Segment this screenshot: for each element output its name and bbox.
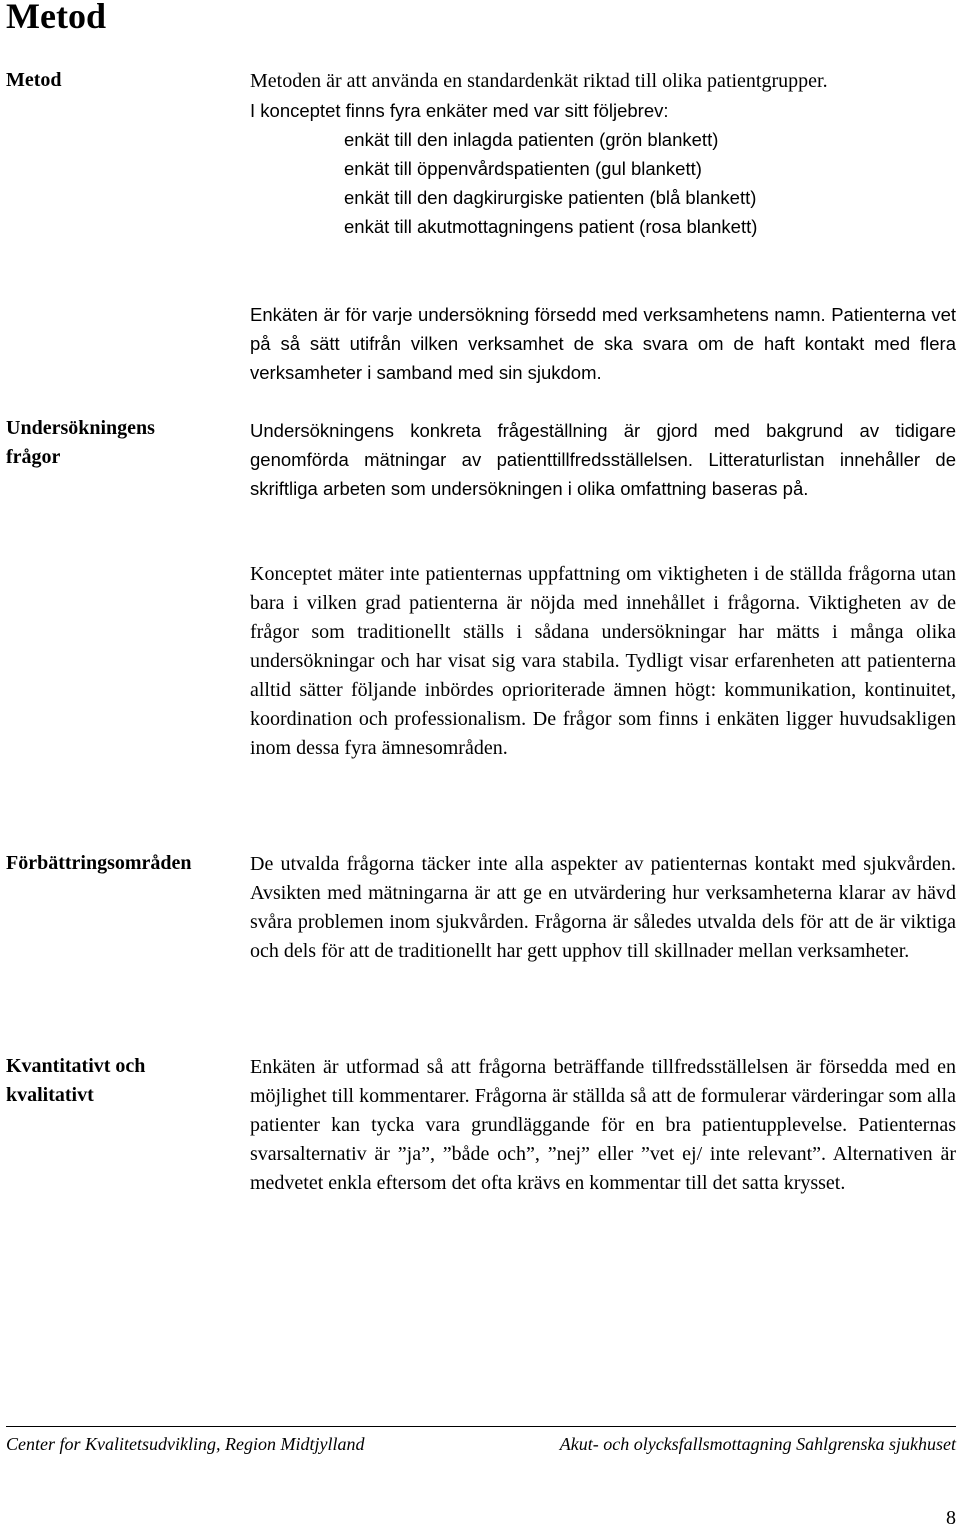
section-label-fragor [6, 414, 242, 472]
section-label-metod: Metod [6, 69, 62, 91]
metod-note-text: Enkäten är för varje undersökning försedd med verksamhetens namn. Patienterna vet på så sätt utifrån vilken verksamhet de ska svara om de haft kontakt med flera verksamheter i samband med sin sjukdom. [250, 304, 956, 383]
footer-right: Akut- och olycksfallsmottagning Sahlgrenska sjukhuset [559, 1434, 956, 1454]
fragor-p1 [250, 416, 956, 503]
survey-list [250, 125, 956, 241]
fragor-p2-text: Konceptet mäter inte patienternas uppfattning om viktigheten i de ställda frågorna utan bara i vilken grad patienterna är nöjda med innehållet i frågorna. Viktigheten av de frågor som traditionellt ställs i sådana undersökningar har mätts i många olika undersökningar och har visat sig vara stabila. Tydligt visar erfarenheten att patienterna alltid sätter följande inbördes oprioriterade ämnen högt: kommunikation, kontinuitet, koordination och professionalism. De frågor som finns i enkäten ligger huvudsakligen inom dessa fyra ämnesområden. [250, 563, 956, 759]
list-item: enkät till den dagkirurgiske patienten (blå blankett) [344, 187, 757, 208]
section-body-metod [250, 67, 956, 241]
label-line: Undersökningens [6, 417, 155, 439]
page-number: 8 [946, 1507, 956, 1529]
list-item: enkät till öppenvårdspatienten (gul blankett) [344, 158, 702, 179]
list-item: enkät till den inlagda patienten (grön blankett) [344, 129, 719, 150]
section-label-kvantitativt [6, 1052, 242, 1110]
metod-note [250, 300, 956, 387]
fragor-p2 [250, 560, 956, 763]
kvantitativt-p1 [250, 1053, 956, 1198]
forbattring-p1-text: De utvalda frågorna täcker inte alla aspekter av patienternas kontakt med sjukvården. Avsikten med mätningarna är att ge en utvärdering hur verksamheterna klarar av hävd svåra problemen inom sjukvården. Frågorna är således utvalda dels för att de är viktiga och dels för att de traditionellt har gett upphov till skillnader mellan verksamheter. [250, 853, 956, 962]
footer-rule [6, 1426, 956, 1427]
label-line: frågor [6, 446, 61, 468]
kvantitativt-p1-text: Enkäten är utformad så att frågorna beträffande tillfredsställelsen är försedda med en möjlighet till kommentarer. Frågorna är ställda så att de formulerar värderingar som alla patienter kan tycka vara grundläggande för en bra patientupplevelse. Patienternas svarsalternativ är ”ja”, ”både och”, ”nej” eller ”vet ej/ inte relevant”. Alternativen är medvetet enkla eftersom det ofta krävs en kommentar till det satta krysset. [250, 1056, 956, 1194]
section-label-forbattring: Förbättringsområden [6, 852, 192, 874]
page-title: Metod [6, 0, 106, 36]
metod-list-intro: I konceptet finns fyra enkäter med var sitt följebrev: [250, 100, 669, 121]
label-line: kvalitativt [6, 1084, 94, 1106]
forbattring-p1 [250, 850, 956, 966]
footer-left: Center for Kvalitetsudvikling, Region Midtjylland [6, 1434, 365, 1454]
metod-intro: Metoden är att använda en standardenkät riktad till olika patientgrupper. [250, 70, 828, 92]
label-line: Kvantitativt och [6, 1055, 146, 1077]
fragor-p1-text: Undersökningens konkreta frågeställning är gjord med bakgrund av tidigare genomförda mätningar av patienttillfredsställelsen. Litteraturlistan innehåller de skriftliga arbeten som undersökningen i olika omfattning baseras på. [250, 420, 956, 499]
list-item: enkät till akutmottagningens patient (rosa blankett) [344, 216, 758, 237]
